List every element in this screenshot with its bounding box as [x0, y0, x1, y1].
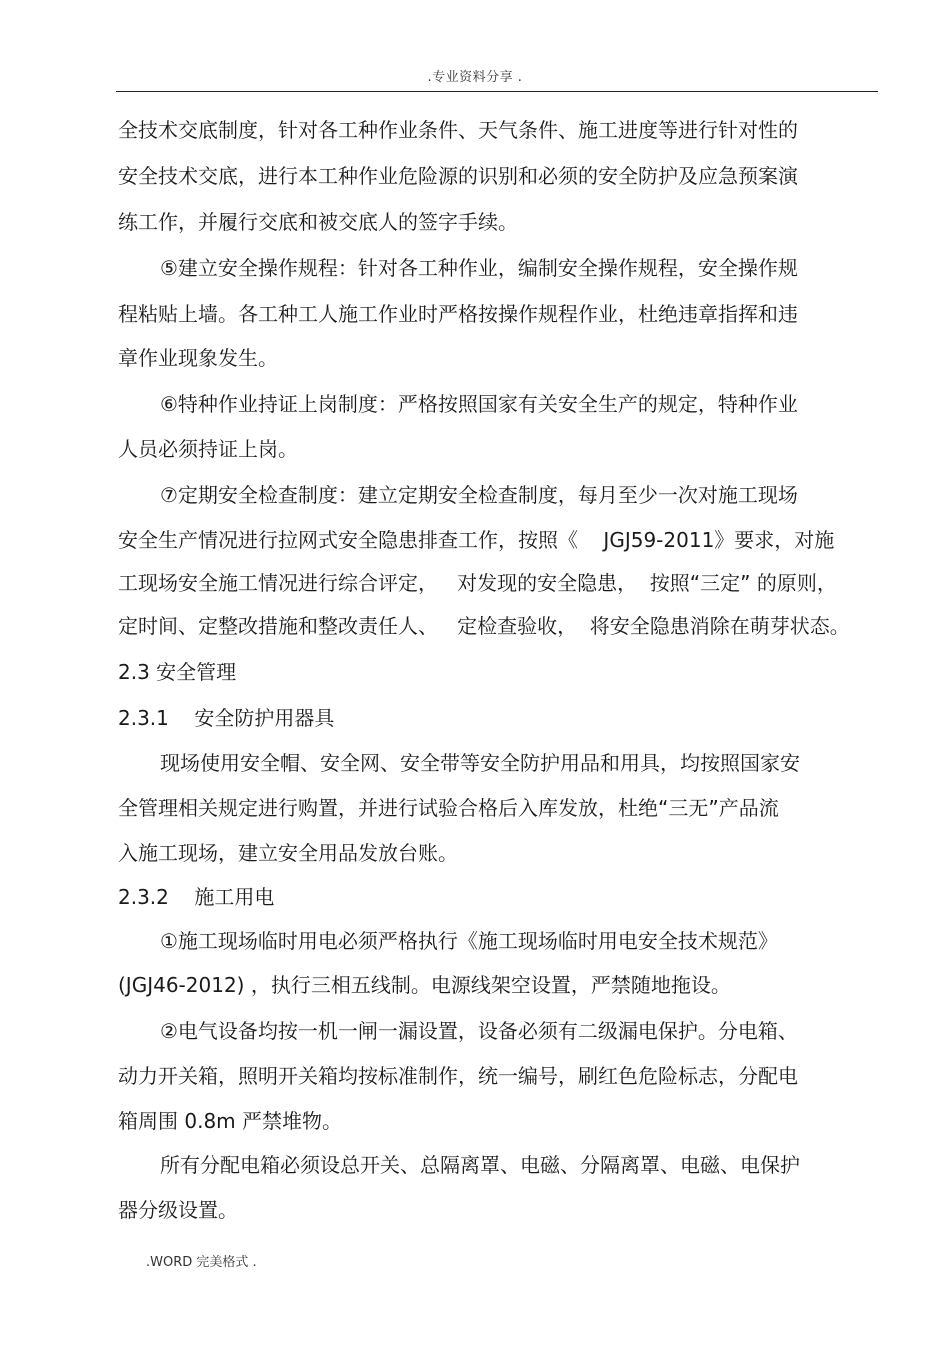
- body-line: 练工作，并履行交底和被交底人的签字手续。: [118, 210, 518, 234]
- body-line: 全管理相关规定进行购置，并进行试验合格后入库发放，杜绝“三无”产品流: [118, 796, 779, 820]
- body-line: 现场使用安全帽、安全网、安全带等安全防护用品和用具，均按照国家安: [160, 751, 800, 775]
- body-line: 动力开关箱，照明开关箱均按标准制作，统一编号，刷红色危险标志，分配电: [118, 1064, 798, 1088]
- body-line: 章作业现象发生。: [118, 346, 278, 370]
- subsection-heading: 2.3.2 施工用电: [118, 885, 275, 909]
- section-heading: 2.3 安全管理: [118, 660, 237, 684]
- body-line: 箱周围 0.8m 严禁堆物。: [118, 1109, 343, 1133]
- body-line: ⑤建立安全操作规程：针对各工种作业，编制安全操作规程，安全操作规: [160, 256, 798, 280]
- page-footer-text: .WORD 完美格式 .: [146, 1255, 257, 1270]
- body-line: 定时间、定整改措施和整改责任人、 定检查验收， 将安全隐患消除在萌芽状态。: [118, 614, 850, 638]
- subsection-heading: 2.3.1 安全防护用器具: [118, 706, 335, 730]
- body-line: 所有分配电箱必须设总开关、总隔离罩、电磁、分隔离罩、电磁、电保护: [160, 1153, 800, 1177]
- body-line: 人员必须持证上岗。: [118, 437, 298, 461]
- body-line: ⑦定期安全检查制度：建立定期安全检查制度，每月至少一次对施工现场: [160, 483, 798, 507]
- body-line: ②电气设备均按一机一闸一漏设置，设备必须有二级漏电保护。分电箱、: [160, 1019, 798, 1043]
- body-line: 入施工现场，建立安全用品发放台账。: [118, 841, 458, 865]
- body-line: (JGJ46-2012) ，执行三相五线制。电源线架空设置，严禁随地拖设。: [118, 973, 731, 997]
- body-line: 全技术交底制度，针对各工种作业条件、天气条件、施工进度等进行针对性的: [118, 118, 798, 142]
- body-line: ①施工现场临时用电必须严格执行《施工现场临时用电安全技术规范》: [160, 929, 778, 953]
- body-line: ⑥特种作业持证上岗制度：严格按照国家有关安全生产的规定，特种作业: [160, 392, 798, 416]
- header-divider: [116, 91, 878, 92]
- body-line: 安全生产情况进行拉网式安全隐患排查工作，按照《 JGJ59-2011》要求，对施: [118, 528, 835, 552]
- body-line: 程粘贴上墙。各工种工人施工作业时严格按操作规程作业，杜绝违章指挥和违: [118, 302, 798, 326]
- body-line: 安全技术交底，进行本工种作业危险源的识别和必须的安全防护及应急预案演: [118, 164, 798, 188]
- body-line: 工现场安全施工情况进行综合评定， 对发现的安全隐患， 按照“三定” 的原则，: [118, 571, 837, 595]
- page-header-text: .专业资料分享 .: [427, 70, 523, 85]
- body-line: 器分级设置。: [118, 1198, 238, 1222]
